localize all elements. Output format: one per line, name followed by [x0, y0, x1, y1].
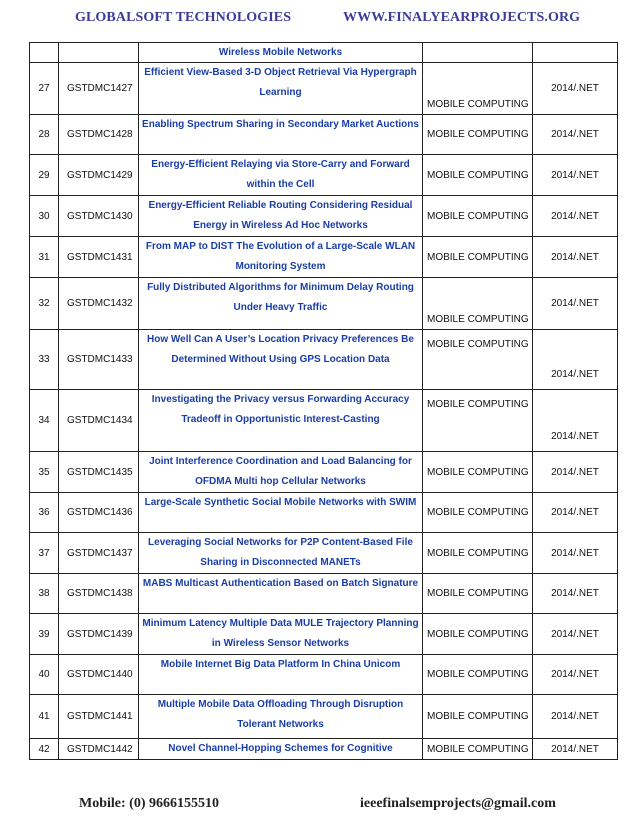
table-row [30, 278, 618, 330]
project-title[interactable]: Fully Distributed Algorithms for Minimum Delay Routing Under Heavy Traffic [139, 278, 423, 330]
table-row [30, 739, 618, 760]
table-row [30, 493, 618, 533]
project-technology: 2014/.NET [533, 533, 618, 574]
project-code: GSTDMC1429 [59, 155, 139, 196]
table-row [30, 196, 618, 237]
page-header [0, 10, 638, 30]
table-row [30, 614, 618, 655]
project-title[interactable]: MABS Multicast Authentication Based on Batch Signature [139, 574, 423, 614]
row-number: 35 [30, 452, 59, 493]
table-row [30, 237, 618, 278]
project-technology: 2014/.NET [533, 493, 618, 533]
table-row [30, 155, 618, 196]
row-number: 27 [30, 63, 59, 115]
project-title[interactable]: Minimum Latency Multiple Data MULE Trajectory Planning in Wireless Sensor Networks [139, 614, 423, 655]
project-technology: 2014/.NET [533, 452, 618, 493]
project-code: GSTDMC1428 [59, 115, 139, 155]
project-title[interactable]: Multiple Mobile Data Offloading Through Disruption Tolerant Networks [139, 695, 423, 739]
project-domain: MOBILE COMPUTING [423, 493, 533, 533]
project-technology: 2014/.NET [533, 655, 618, 695]
row-number: 41 [30, 695, 59, 739]
table-row [30, 655, 618, 695]
project-code: GSTDMC1438 [59, 574, 139, 614]
project-code: GSTDMC1430 [59, 196, 139, 237]
project-technology: 2014/.NET [533, 115, 618, 155]
project-technology: 2014/.NET [533, 695, 618, 739]
project-domain: MOBILE COMPUTING [423, 278, 533, 330]
project-domain: MOBILE COMPUTING [423, 695, 533, 739]
project-technology: 2014/.NET [533, 237, 618, 278]
section-title: Wireless Mobile Networks [139, 43, 423, 63]
project-domain: MOBILE COMPUTING [423, 330, 533, 390]
row-number: 38 [30, 574, 59, 614]
project-technology: 2014/.NET [533, 614, 618, 655]
project-technology: 2014/.NET [533, 155, 618, 196]
table-row [30, 330, 618, 390]
row-number: 33 [30, 330, 59, 390]
website-link[interactable]: WWW.FINALYEARPROJECTS.ORG [343, 10, 581, 25]
table-row [30, 695, 618, 739]
project-technology: 2014/.NET [533, 196, 618, 237]
project-domain: MOBILE COMPUTING [423, 452, 533, 493]
project-code: GSTDMC1437 [59, 533, 139, 574]
table-row [30, 390, 618, 452]
project-domain: MOBILE COMPUTING [423, 739, 533, 760]
project-domain: MOBILE COMPUTING [423, 155, 533, 196]
table-row [30, 533, 618, 574]
project-title[interactable]: Energy-Efficient Relaying via Store-Carry and Forward within the Cell [139, 155, 423, 196]
row-number: 36 [30, 493, 59, 533]
project-code: GSTDMC1439 [59, 614, 139, 655]
project-code: GSTDMC1434 [59, 390, 139, 452]
project-technology: 2014/.NET [533, 63, 618, 115]
project-domain: MOBILE COMPUTING [423, 237, 533, 278]
row-number: 42 [30, 739, 59, 760]
project-domain: MOBILE COMPUTING [423, 115, 533, 155]
project-title[interactable]: Enabling Spectrum Sharing in Secondary Market Auctions [139, 115, 423, 155]
mobile-number: Mobile: (0) 9666155510 [79, 796, 219, 811]
project-technology: 2014/.NET [533, 739, 618, 760]
row-number: 34 [30, 390, 59, 452]
project-technology: 2014/.NET [533, 574, 618, 614]
table-row [30, 115, 618, 155]
row-number: 39 [30, 614, 59, 655]
email-address[interactable]: ieeefinalsemprojects@gmail.com [360, 796, 556, 811]
company-name: GLOBALSOFT TECHNOLOGIES [75, 10, 292, 25]
project-domain: MOBILE COMPUTING [423, 390, 533, 452]
row-number: 32 [30, 278, 59, 330]
row-number: 31 [30, 237, 59, 278]
project-domain: MOBILE COMPUTING [423, 655, 533, 695]
page-footer [0, 796, 638, 816]
project-code: GSTDMC1436 [59, 493, 139, 533]
project-code: GSTDMC1432 [59, 278, 139, 330]
project-title[interactable]: Mobile Internet Big Data Platform In China Unicom [139, 655, 423, 695]
project-code: GSTDMC1435 [59, 452, 139, 493]
project-domain: MOBILE COMPUTING [423, 196, 533, 237]
row-number: 29 [30, 155, 59, 196]
project-domain: MOBILE COMPUTING [423, 533, 533, 574]
project-code: GSTDMC1442 [59, 739, 139, 760]
project-title[interactable]: Efficient View-Based 3-D Object Retrieval Via Hypergraph Learning [139, 63, 423, 115]
project-code: GSTDMC1440 [59, 655, 139, 695]
project-code: GSTDMC1433 [59, 330, 139, 390]
projects-table [29, 42, 618, 760]
row-number: 30 [30, 196, 59, 237]
table-row [30, 452, 618, 493]
project-title[interactable]: Novel Channel-Hopping Schemes for Cognitive [139, 739, 423, 760]
table-row [30, 574, 618, 614]
section-row [30, 43, 618, 63]
row-number: 40 [30, 655, 59, 695]
row-number: 37 [30, 533, 59, 574]
project-code: GSTDMC1441 [59, 695, 139, 739]
project-title[interactable]: How Well Can A User’s Location Privacy Preferences Be Determined Without Using GPS Location Data [139, 330, 423, 390]
table-row [30, 63, 618, 115]
project-code: GSTDMC1431 [59, 237, 139, 278]
project-title[interactable]: Energy-Efficient Reliable Routing Considering Residual Energy in Wireless Ad Hoc Networks [139, 196, 423, 237]
project-title[interactable]: Investigating the Privacy versus Forwarding Accuracy Tradeoff in Opportunistic Interest-Casting [139, 390, 423, 452]
row-number: 28 [30, 115, 59, 155]
project-code: GSTDMC1427 [59, 63, 139, 115]
project-title[interactable]: From MAP to DIST The Evolution of a Large-Scale WLAN Monitoring System [139, 237, 423, 278]
project-technology: 2014/.NET [533, 330, 618, 390]
project-title[interactable]: Leveraging Social Networks for P2P Content-Based File Sharing in Disconnected MANETs [139, 533, 423, 574]
project-title[interactable]: Joint Interference Coordination and Load Balancing for OFDMA Multi hop Cellular Networks [139, 452, 423, 493]
project-technology: 2014/.NET [533, 390, 618, 452]
project-domain: MOBILE COMPUTING [423, 574, 533, 614]
project-title[interactable]: Large-Scale Synthetic Social Mobile Networks with SWIM [139, 493, 423, 533]
project-technology: 2014/.NET [533, 278, 618, 330]
project-domain: MOBILE COMPUTING [423, 63, 533, 115]
project-domain: MOBILE COMPUTING [423, 614, 533, 655]
